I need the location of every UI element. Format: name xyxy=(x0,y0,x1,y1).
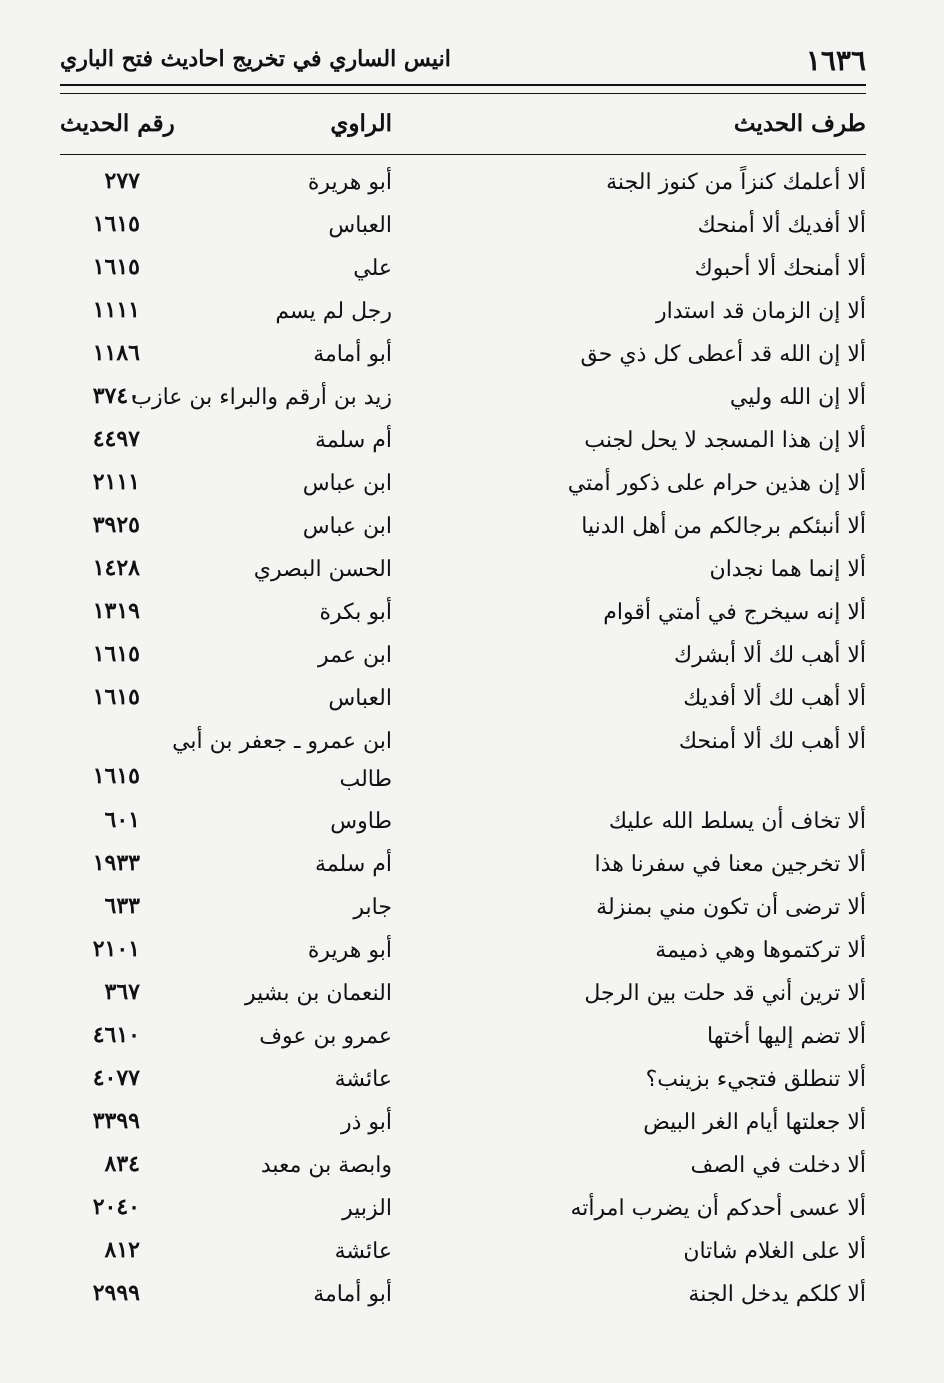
narrator-text: عمرو بن عوف xyxy=(259,1024,392,1049)
hadith-number: ٦٠١ xyxy=(104,807,140,833)
table-row xyxy=(0,1192,944,1235)
hadith-number: ١٣١٩ xyxy=(92,598,140,624)
hadith-number: ٣٧٤٠ xyxy=(92,383,140,409)
hadith-text: ألا ترين أني قد حلت بين الرجل xyxy=(584,981,866,1006)
table-row xyxy=(0,1149,944,1192)
book-title: انيس الساري في تخريج احاديث فتح الباري xyxy=(60,46,451,72)
table-row xyxy=(0,596,944,639)
hadith-text: ألا ترضى أن تكون مني بمنزلة xyxy=(596,895,866,920)
hadith-number: ٢٩٩٩ xyxy=(92,1280,140,1306)
narrator-text: علي xyxy=(353,256,392,281)
hadith-number: ١١٨٦ xyxy=(92,340,140,366)
hadith-text: ألا تضم إليها أختها xyxy=(707,1024,866,1049)
hadith-text: ألا أعلمك كنزاً من كنوز الجنة xyxy=(606,170,866,195)
narrator-text: أم سلمة xyxy=(315,852,392,877)
hadith-text: ألا إن الله وليي xyxy=(729,385,866,410)
table-row xyxy=(0,295,944,338)
hadith-number: ٤٤٩٧ xyxy=(92,426,140,452)
table-row xyxy=(0,209,944,252)
hadith-number: ٢١١١ xyxy=(92,469,140,495)
column-header-number: رقم الحديث xyxy=(60,110,175,137)
hadith-number: ٢١٠١ xyxy=(92,936,140,962)
narrator-text: ابن عباس xyxy=(302,514,392,539)
narrator-text: ابن عمرو ـ جعفر بن أبي طالب xyxy=(172,729,392,792)
table-row xyxy=(0,1106,944,1149)
hadith-number: ٢٠٤٠ xyxy=(92,1194,140,1220)
hadith-number: ٨٣٤ xyxy=(104,1151,140,1177)
hadith-text: ألا أهب لك ألا أفديك xyxy=(683,686,866,711)
table-row xyxy=(0,252,944,295)
table-row xyxy=(0,805,944,848)
table-row xyxy=(0,553,944,596)
page-number: ١٦٣٦ xyxy=(805,44,866,77)
table-row xyxy=(0,934,944,977)
narrator-text: النعمان بن بشير xyxy=(244,981,392,1006)
table-row xyxy=(0,891,944,934)
hadith-text: ألا تنطلق فتجيء بزينب؟ xyxy=(645,1067,866,1092)
hadith-text: ألا كلكم يدخل الجنة xyxy=(688,1282,866,1307)
hadith-text: ألا أفديك ألا أمنحك xyxy=(697,213,866,238)
table-row xyxy=(0,467,944,510)
narrator-text: أبو بكرة xyxy=(319,600,392,625)
hadith-text: ألا إن الله قد أعطى كل ذي حق xyxy=(580,342,866,367)
table-row xyxy=(0,1063,944,1106)
table-row xyxy=(0,725,944,805)
hadith-text: ألا دخلت في الصف xyxy=(690,1153,866,1178)
narrator-text: العباس xyxy=(328,213,392,238)
header-rule-thin xyxy=(60,93,866,94)
hadith-index-table xyxy=(0,166,944,1321)
hadith-number: ١٤٢٨ xyxy=(92,555,140,581)
narrator-text: أبو أمامة xyxy=(313,342,392,367)
table-row xyxy=(0,639,944,682)
hadith-number: ١٦١٥ xyxy=(92,763,140,789)
narrator-text: ابن عباس xyxy=(302,471,392,496)
narrator-text: أبو هريرة xyxy=(307,170,392,195)
table-row xyxy=(0,166,944,209)
hadith-number: ٣٩٢٥ xyxy=(92,512,140,538)
hadith-text: ألا إنما هما نجدان xyxy=(709,557,866,582)
narrator-text: وابصة بن معبد xyxy=(260,1153,392,1178)
table-row xyxy=(0,977,944,1020)
narrator-text: زيد بن أرقم والبراء بن عازب xyxy=(131,385,392,410)
narrator-text: الحسن البصري xyxy=(253,557,392,582)
column-header-narrator: الراوي xyxy=(330,110,392,137)
hadith-text: ألا إن الزمان قد استدار xyxy=(655,299,866,324)
hadith-number: ٤٠٧٧ xyxy=(92,1065,140,1091)
narrator-text: جابر xyxy=(353,895,392,920)
hadith-number: ٣٣٩٩ xyxy=(92,1108,140,1134)
table-row xyxy=(0,682,944,725)
hadith-number: ١٦١٥ xyxy=(92,211,140,237)
hadith-text: ألا إن هذا المسجد لا يحل لجنب xyxy=(584,428,866,453)
table-row xyxy=(0,510,944,553)
column-header-rule xyxy=(60,154,866,155)
hadith-number: ١١١١ xyxy=(92,297,140,323)
hadith-text: ألا أهب لك ألا أمنحك xyxy=(678,729,866,754)
table-row xyxy=(0,381,944,424)
hadith-number: ٢٧٧ xyxy=(104,168,140,194)
hadith-text: ألا عسى أحدكم أن يضرب امرأته xyxy=(570,1196,866,1221)
hadith-number: ١٦١٥ xyxy=(92,684,140,710)
hadith-number: ٣٦٧ xyxy=(104,979,140,1005)
narrator-text: أبو أمامة xyxy=(313,1282,392,1307)
hadith-number: ٦٣٣ xyxy=(104,893,140,919)
hadith-text: ألا أمنحك ألا أحبوك xyxy=(694,256,866,281)
narrator-text: رجل لم يسم xyxy=(275,299,392,324)
hadith-number: ١٦١٥ xyxy=(92,254,140,280)
narrator-text: عائشة xyxy=(334,1239,392,1264)
narrator-text: الزبير xyxy=(342,1196,392,1221)
hadith-number: ٨١٢ xyxy=(104,1237,140,1263)
hadith-text: ألا إنه سيخرج في أمتي أقوام xyxy=(603,600,866,625)
hadith-text: ألا أنبئكم برجالكم من أهل الدنيا xyxy=(581,514,866,539)
narrator-text: ابن عمر xyxy=(318,643,392,668)
narrator-text: طاوس xyxy=(330,809,392,834)
column-header-hadith: طرف الحديث xyxy=(733,110,866,137)
hadith-number: ١٩٣٣ xyxy=(92,850,140,876)
header-rule xyxy=(60,84,866,86)
hadith-text: ألا تخرجين معنا في سفرنا هذا xyxy=(594,852,866,877)
hadith-text: ألا إن هذين حرام على ذكور أمتي xyxy=(567,471,866,496)
hadith-number: ٤٦١٠ xyxy=(92,1022,140,1048)
narrator-text: أبو ذر xyxy=(340,1110,392,1135)
narrator-text: عائشة xyxy=(334,1067,392,1092)
hadith-number: ١٦١٥ xyxy=(92,641,140,667)
table-row xyxy=(0,338,944,381)
narrator-text: أم سلمة xyxy=(315,428,392,453)
hadith-text: ألا جعلتها أيام الغر البيض xyxy=(643,1110,866,1135)
table-row xyxy=(0,1020,944,1063)
narrator-text: أبو هريرة xyxy=(307,938,392,963)
page-header xyxy=(60,40,866,80)
hadith-text: ألا تخاف أن يسلط الله عليك xyxy=(608,809,866,834)
table-row xyxy=(0,848,944,891)
table-row xyxy=(0,1278,944,1321)
table-row xyxy=(0,424,944,467)
hadith-text: ألا على الغلام شاتان xyxy=(683,1239,866,1264)
narrator-text: العباس xyxy=(328,686,392,711)
hadith-text: ألا تركتموها وهي ذميمة xyxy=(655,938,866,963)
hadith-text: ألا أهب لك ألا أبشرك xyxy=(674,643,866,668)
table-row xyxy=(0,1235,944,1278)
